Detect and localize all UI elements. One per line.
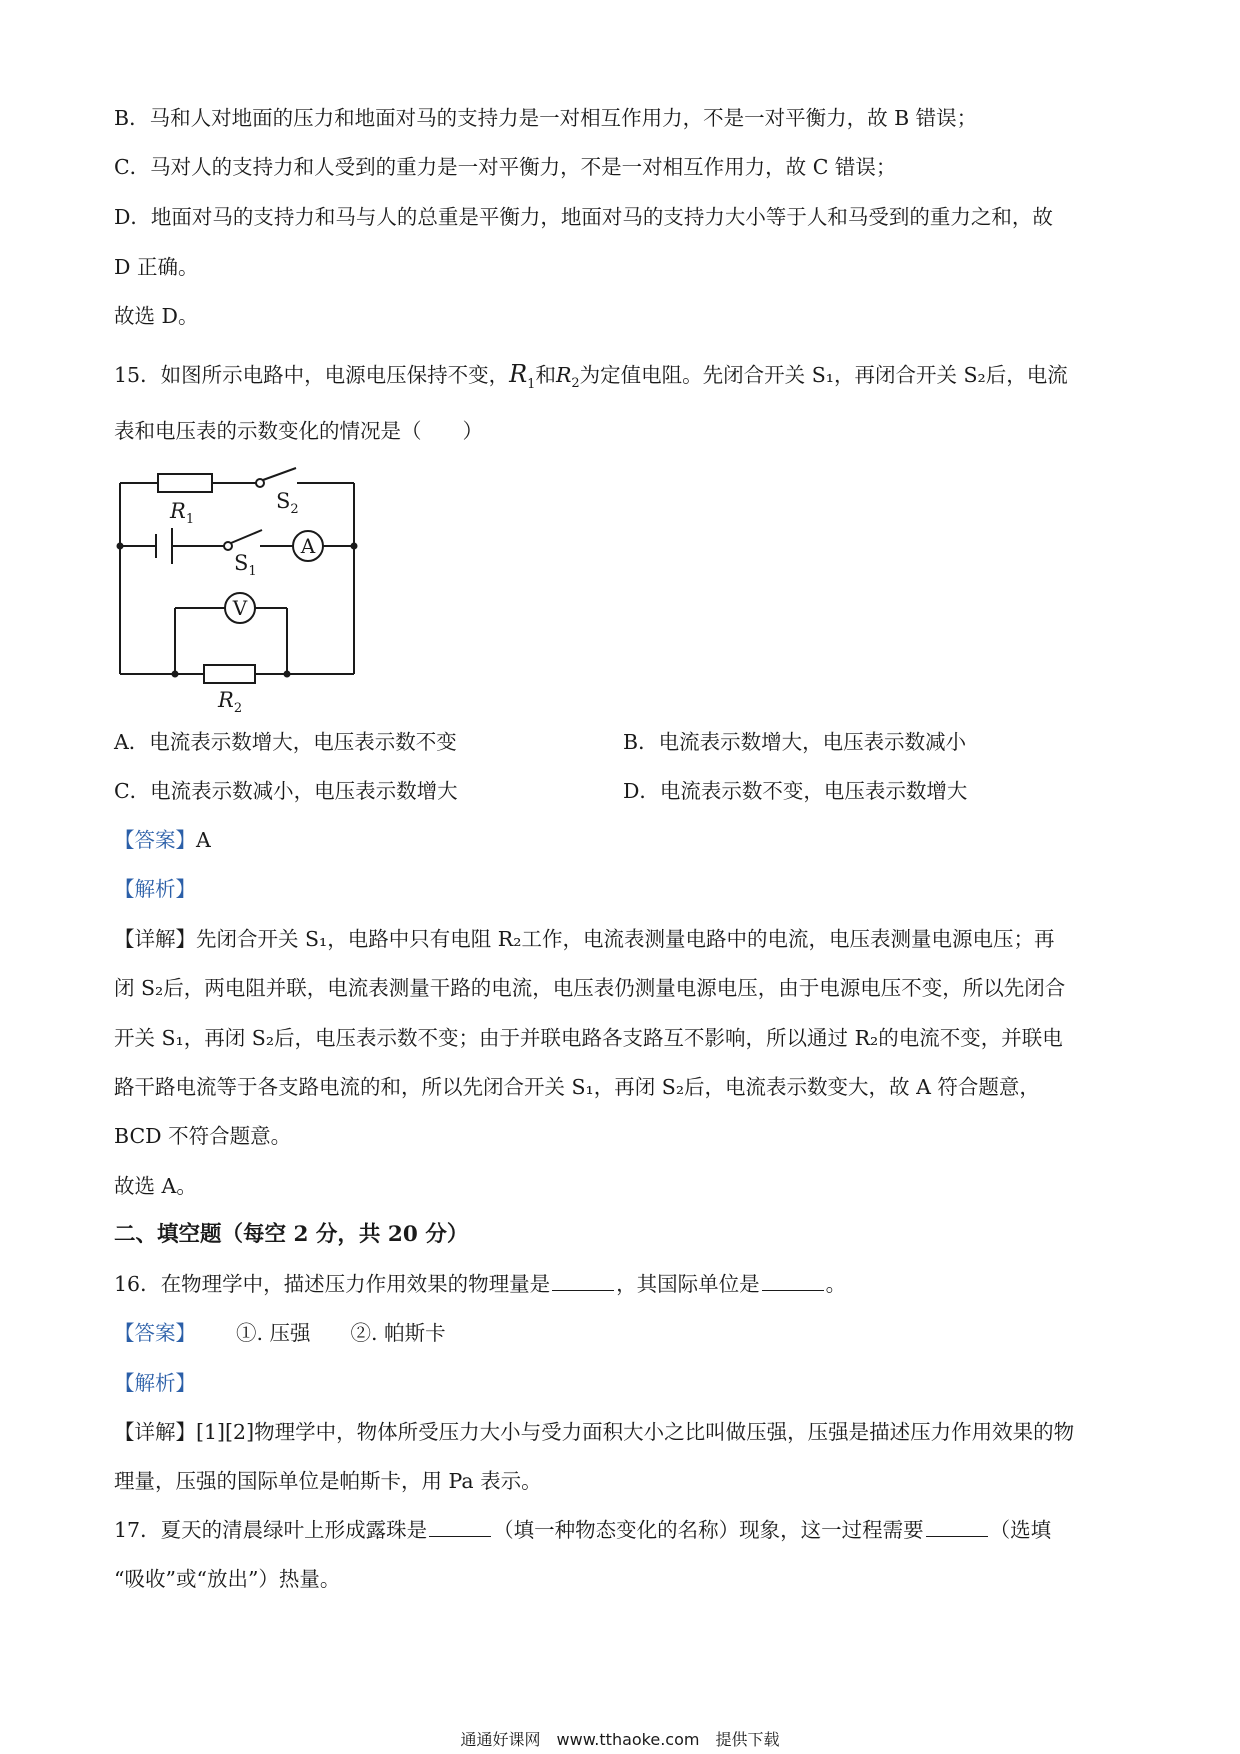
q17-stem-line2: “吸收”或“放出”）热量。 — [114, 1567, 341, 1591]
answer-tag: 【答案】 — [114, 828, 196, 852]
answer-tag: 【答案】 — [114, 1321, 196, 1345]
q15-stem-part2: 为定值电阻。先闭合开关 S₁，再闭合开关 S₂后，电流 — [579, 363, 1068, 387]
q14-option-d-explanation-cont: D 正确。 — [114, 255, 199, 279]
q16-answer-1: ①. 压强 — [236, 1321, 311, 1345]
answer-blank — [552, 1272, 614, 1291]
svg-text:V: V — [232, 596, 248, 620]
q15-stem-line2: 表和电压表的示数变化的情况是（ ） — [114, 419, 483, 443]
switch-s2 — [256, 468, 296, 487]
voltmeter — [225, 593, 255, 623]
q16-answer-2: ②. 帕斯卡 — [350, 1321, 446, 1345]
q16-detail-line1: 【详解】[1][2]物理学中，物体所受压力大小与受力面积大小之比叫做压强，压强是描述压力作用效果的物 — [114, 1420, 1075, 1444]
q16-detail-line2: 理量，压强的国际单位是帕斯卡，用 Pa 表示。 — [114, 1469, 542, 1493]
q15-detail-line1: 【详解】先闭合开关 S₁，电路中只有电阻 R₂工作，电流表测量电路中的电流，电压表测量电源电压；再 — [114, 927, 1055, 951]
q15-stem-line1 — [114, 360, 1134, 399]
answer-blank — [429, 1518, 491, 1537]
q15-option-a: A．电流表示数增大，电压表示数不变 — [114, 730, 457, 754]
label-r2: $R_2$ — [218, 688, 243, 716]
resistor-r1 — [158, 474, 212, 492]
q15-answer — [114, 826, 1134, 854]
detail-tag: 【详解】 — [114, 927, 196, 951]
ammeter — [293, 531, 323, 561]
q15-detail-line3: 开关 S₁，再闭 S₂后，电压表示数不变；由于并联电路各支路互不影响，所以通过 R₂的电流不变，并联电 — [114, 1026, 1063, 1050]
footer-watermark: 通通好课网 www.tthaoke.com 提供下载 — [460, 1730, 780, 1749]
circuit-diagram — [110, 458, 370, 718]
q15-and: 和 — [535, 363, 556, 387]
q15-detail-line4: 路干路电流等于各支路电流的和，所以先闭合开关 S₁，再闭 S₂后，电流表示数变大，故 A 符合题意， — [114, 1075, 1040, 1099]
switch-s1 — [224, 530, 262, 550]
section-title: 二、填空题（每空 2 分，共 20 分） — [114, 1222, 469, 1247]
q15-detail-line5: BCD 不符合题意。 — [114, 1124, 292, 1148]
q15-r1-symbol: $R_1$ — [509, 360, 536, 392]
label-s1: $S_1$ — [234, 551, 257, 579]
label-r1: $R_1$ — [170, 499, 195, 527]
label-s2: $S_2$ — [276, 489, 299, 517]
q15-select: 故选 A。 — [114, 1174, 197, 1198]
q16-stem: 16．在物理学中，描述压力作用效果的物理量是 ，其国际单位是 。 — [114, 1272, 847, 1296]
detail-tag: 【详解】 — [114, 1420, 196, 1444]
q14-option-d-explanation: D．地面对马的支持力和马与人的总重是平衡力，地面对马的支持力大小等于人和马受到的重力之和，故 — [114, 205, 1053, 229]
q14-option-b-explanation: B．马和人对地面的压力和地面对马的支持力是一对相互作用力，不是一对平衡力，故 B 错误； — [114, 106, 978, 130]
q15-answer-value: A — [196, 828, 211, 852]
battery — [156, 528, 172, 564]
q15-r2-symbol: $R_2$ — [555, 363, 580, 392]
q16-answer — [114, 1319, 1134, 1347]
q17-stem-line1: 17．夏天的清晨绿叶上形成露珠是 （填一种物态变化的名称）现象，这一过程需要 （选填 — [114, 1518, 1052, 1542]
q14-option-c-explanation: C．马对人的支持力和人受到的重力是一对平衡力，不是一对相互作用力，故 C 错误； — [114, 155, 897, 179]
answer-blank — [926, 1518, 988, 1537]
q15-option-b: B．电流表示数增大，电压表示数减小 — [623, 730, 967, 754]
q14-select: 故选 D。 — [114, 304, 199, 328]
q15-option-d: D．电流表示数不变，电压表示数增大 — [623, 779, 968, 803]
q15-detail-line2: 闭 S₂后，两电阻并联，电流表测量干路的电流，电压表仍测量电源电压，由于电源电压不变，所以先闭合 — [114, 976, 1066, 1000]
q16-analysis-tag: 【解析】 — [114, 1371, 196, 1395]
answer-blank — [762, 1272, 824, 1291]
resistor-r2 — [204, 665, 255, 683]
q15-stem-part1: 15．如图所示电路中，电源电压保持不变， — [114, 363, 510, 387]
svg-text:A: A — [300, 534, 316, 558]
q15-option-c: C．电流表示数减小，电压表示数增大 — [114, 779, 458, 803]
q15-analysis-tag: 【解析】 — [114, 877, 196, 901]
